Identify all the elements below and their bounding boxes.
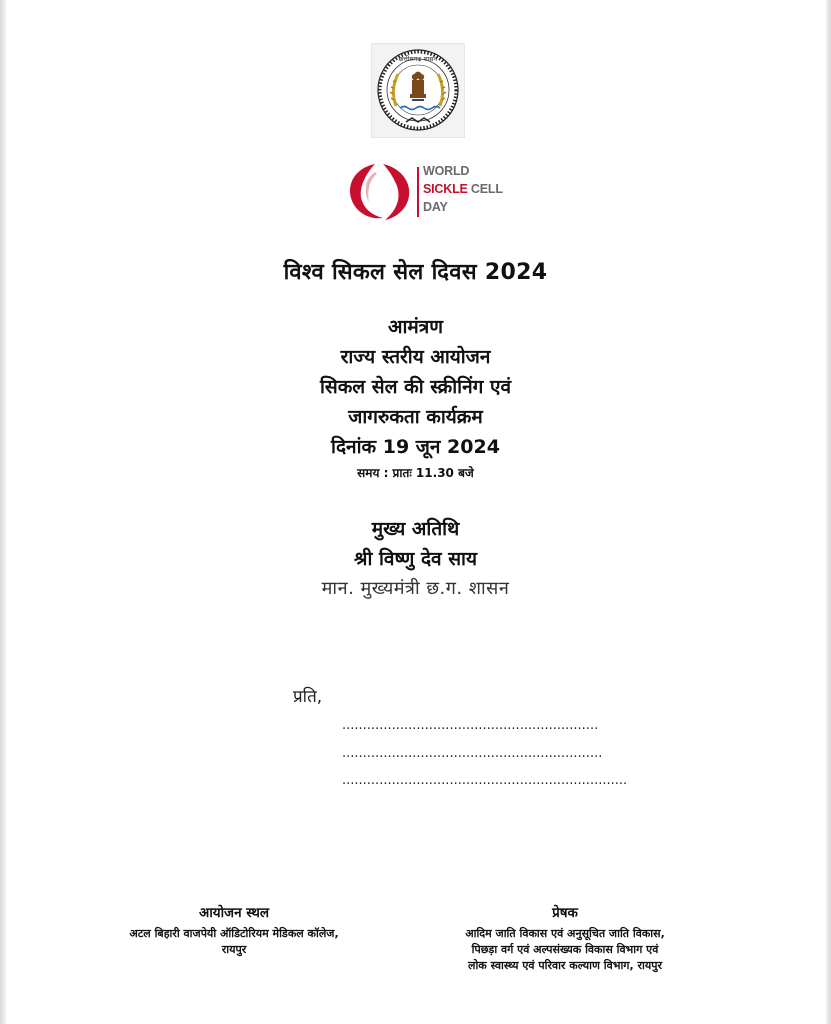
chhattisgarh-emblem-icon xyxy=(371,43,465,138)
logo-line-sickle-cell xyxy=(423,180,503,198)
logo-line-world: WORLD xyxy=(423,164,470,178)
sender-line-3: लोक स्वास्थ्य एवं परिवार कल्याण विभाग, रायपुर xyxy=(468,959,662,972)
invitation-line-1: राज्य स्तरीय आयोजन xyxy=(340,346,491,368)
venue-line-1: अटल बिहारी वाजपेयी ऑडिटोरियम मेडिकल कॉलेज, xyxy=(129,927,339,940)
recipient-line-3: ..................................................................... xyxy=(342,773,628,788)
logo-divider xyxy=(417,167,419,217)
recipient-label: प्रति, xyxy=(293,687,323,707)
event-date: दिनांक 19 जून 2024 xyxy=(331,436,500,458)
logo-wordmark xyxy=(423,162,503,216)
sender-heading: प्रेषक xyxy=(552,905,578,921)
invitation-line-2: सिकल सेल की स्क्रीनिंग एवं xyxy=(319,376,512,398)
logo-word-sickle: SICKLE xyxy=(423,182,468,196)
recipient-line-1: .............................................................. xyxy=(342,718,599,733)
sender-block xyxy=(425,900,705,974)
logo-line-day: DAY xyxy=(423,200,448,214)
event-time: समय : प्रातः 11.30 बजे xyxy=(357,466,474,480)
venue-block xyxy=(90,900,378,958)
chief-guest-label: मुख्य अतिथि xyxy=(371,518,460,540)
invitation-block xyxy=(0,312,831,484)
chief-guest-name: श्री विष्णु देव साय xyxy=(354,548,477,570)
chief-guest-block xyxy=(0,514,831,604)
recipient-line-2: ............................................................... xyxy=(342,746,603,761)
logo-word-cell: CELL xyxy=(467,182,503,196)
sickle-cell-mark-icon xyxy=(345,160,415,222)
sender-line-2: पिछड़ा वर्ग एवं अल्पसंख्यक विकास विभाग एवं xyxy=(471,943,659,956)
sender-line-1: आदिम जाति विकास एवं अनुसूचित जाति विकास, xyxy=(465,927,665,940)
invitation-heading: आमंत्रण xyxy=(387,316,443,338)
venue-heading: आयोजन स्थल xyxy=(198,905,270,921)
chief-guest-designation: मान. मुख्यमंत्री छ.ग. शासन xyxy=(321,578,510,599)
world-sickle-cell-day-logo xyxy=(345,160,505,222)
page-edge-left xyxy=(0,0,6,1024)
page-title: विश्व सिकल सेल दिवस 2024 xyxy=(283,260,548,285)
page-edge-right xyxy=(826,0,831,1024)
venue-line-2: रायपुर xyxy=(221,943,247,956)
invitation-line-3: जागरुकता कार्यक्रम xyxy=(348,406,483,428)
emblem-text: छत्तीसगढ़ शासन xyxy=(398,55,438,63)
